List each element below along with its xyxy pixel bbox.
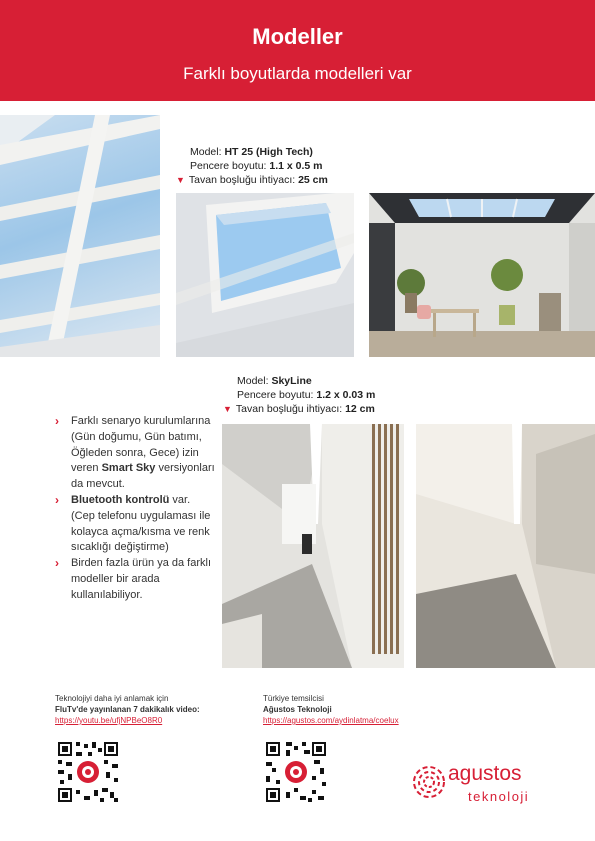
list-item [55, 556, 215, 603]
skyline-ceiling-value: 12 cm [345, 403, 375, 415]
bullet-bold: Bluetooth kontrolü [71, 493, 170, 506]
skyline-wall-photo [416, 424, 595, 668]
ht25-window-value: 1.1 x 0.5 m [269, 160, 323, 172]
ht25-ceiling-label: Tavan boşluğu ihtiyacı: [188, 174, 299, 186]
bullet-text: var. (Cep telefonu uygulaması ile kolayca açma/kısma ve renk sıcaklığı değiştirme) [71, 493, 211, 554]
footer-right-line2: Ağustos Teknoloji [263, 705, 332, 714]
list-item [55, 414, 215, 493]
bullet-text: versiyonları da mevcut. [71, 462, 215, 491]
chevron-right-icon: › [55, 414, 59, 428]
company-link[interactable]: https://agustos.com/aydinlatma/coelux [263, 716, 399, 725]
footer-right-line1: Türkiye temsilcisi [263, 694, 324, 703]
ht25-ceiling-value: 25 cm [298, 174, 328, 186]
logo-subtitle: teknoloji [468, 789, 530, 804]
bullet-text: Birden fazla ürün ya da farklı modeller bir arada kullanılabiliyor. [71, 557, 212, 601]
footer-left-line1: Teknolojiyi daha iyi anlamak için [55, 694, 169, 703]
skyline-window-value: 1.2 x 0.03 m [316, 389, 376, 401]
bullet-bold: Smart Sky [101, 462, 156, 475]
list-item [55, 493, 215, 556]
bullet-text: Farklı senaryo kurulumlarına (Gün doğumu, Gün batımı, Öğleden sonra, Gece) izin veren [71, 415, 211, 475]
triangle-down-icon: ▼ [176, 175, 185, 185]
skyline-ceiling-label: Tavan boşluğu ihtiyacı: [235, 403, 346, 415]
skyline-corridor-photo [222, 424, 404, 668]
page-subtitle: Farklı boyutlarda modelleri var [183, 64, 412, 83]
chevron-right-icon: › [55, 492, 59, 507]
footer-left-line2: FluTv'de yayınlanan 7 dakikalık video: [55, 705, 200, 714]
ht25-model-label: Model: [190, 146, 225, 158]
qr-code-company[interactable] [264, 740, 328, 804]
office-room-photo [369, 193, 595, 357]
page-title: Modeller [252, 24, 343, 49]
skyline-window-label: Pencere boyutu: [237, 389, 317, 401]
logo-name: agustos [448, 762, 522, 785]
ht25-model-value: HT 25 (High Tech) [224, 146, 313, 158]
skylight-closeup-photo [0, 115, 160, 357]
logo-mark-icon [412, 765, 446, 799]
qr-code-video[interactable] [56, 740, 120, 804]
chevron-right-icon: › [55, 556, 59, 571]
ht25-skylight-photo [176, 193, 354, 357]
footer-right [263, 693, 399, 726]
ht25-spec-block [176, 145, 328, 187]
skyline-model-label: Model: [237, 375, 272, 387]
skyline-model-value: SkyLine [271, 375, 312, 387]
feature-list [55, 414, 215, 604]
header-banner [0, 0, 595, 101]
ht25-window-label: Pencere boyutu: [190, 160, 270, 172]
triangle-down-icon: ▼ [223, 404, 232, 414]
skyline-spec-block [223, 374, 376, 416]
footer-left [55, 693, 200, 726]
video-link[interactable]: https://youtu.be/ufjNPBeO8R0 [55, 716, 163, 725]
